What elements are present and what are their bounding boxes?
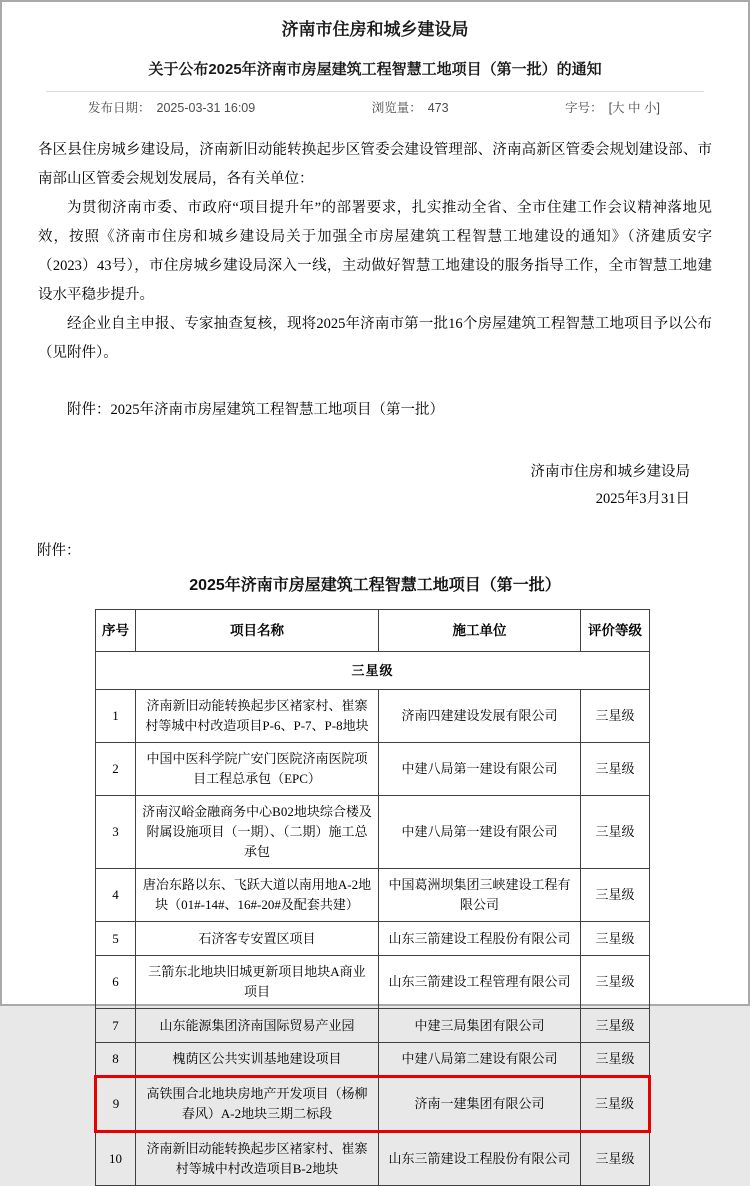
column-header-project: 项目名称 <box>136 610 379 652</box>
cell-no: 1 <box>96 690 136 743</box>
view-count-label: 浏览量： <box>371 101 422 115</box>
notice-title: 关于公布2025年济南市房屋建筑工程智慧工地项目（第一批）的通知 <box>148 61 602 78</box>
cell-grade: 三星级 <box>581 1132 650 1186</box>
cell-grade: 三星级 <box>581 922 650 956</box>
paragraph-policy: 为贯彻济南市委、市政府“项目提升年”的部署要求，扎实推动全省、全市住建工作会议精神落地见效，按照《济南市住房和城乡建设局关于加强全市房屋建筑工程智慧工地建设的通知》（济建质安字（2023）43号），市住房城乡建设局深入一线，主动做好智慧工地建设的服务指导工作，全市智慧工地建设水平稳步提升。 <box>38 200 712 303</box>
cell-no: 6 <box>96 956 136 1009</box>
cell-company: 济南四建建设发展有限公司 <box>379 690 581 743</box>
signature-date: 2025年3月31日 <box>595 491 690 507</box>
cell-grade: 三星级 <box>581 743 650 796</box>
cell-grade: 三星级 <box>581 1077 650 1132</box>
cell-no: 3 <box>96 796 136 869</box>
cell-project: 三箭东北地块旧城更新项目地块A商业项目 <box>136 956 379 1009</box>
cell-grade: 三星级 <box>581 1043 650 1077</box>
site-title: 济南市住房和城乡建设局 <box>281 20 469 39</box>
attachment-table-title: 2025年济南市房屋建筑工程智慧工地项目（第一批） <box>189 577 561 594</box>
font-size-control <box>565 98 660 116</box>
publish-date-label: 发布日期： <box>88 101 151 115</box>
cell-project: 济南新旧动能转换起步区褚家村、崔寨村等城中村改造项目P-6、P-7、P-8地块 <box>136 690 379 743</box>
publish-date <box>88 98 255 116</box>
cell-company: 山东三箭建设工程管理有限公司 <box>379 956 581 1009</box>
cell-no: 4 <box>96 869 136 922</box>
signature-block <box>2 459 690 513</box>
cell-no: 8 <box>96 1043 136 1077</box>
attachment-reference: 附件：2025年济南市房屋建筑工程智慧工地项目（第一批） <box>67 402 444 418</box>
attachment-label: 附件： <box>37 543 81 559</box>
cell-project: 济南新旧动能转换起步区褚家村、崔寨村等城中村改造项目B-2地块 <box>136 1132 379 1186</box>
cell-company: 中建八局第一建设有限公司 <box>379 796 581 869</box>
cell-no: 2 <box>96 743 136 796</box>
paragraph-recipients: 各区县住房城乡建设局，济南新旧动能转换起步区管委会建设管理部、济南高新区管委会规划建设部、市南部山区管委会规划发展局，各有关单位： <box>38 142 712 187</box>
table-row <box>96 1009 650 1043</box>
publish-date-value: 2025-03-31 16:09 <box>156 101 256 115</box>
cell-grade: 三星级 <box>581 1009 650 1043</box>
table-row <box>96 956 650 1009</box>
meta-bar <box>88 92 660 122</box>
table-row <box>96 869 650 922</box>
view-count <box>372 98 449 116</box>
cell-company: 济南一建集团有限公司 <box>379 1077 581 1132</box>
table-row <box>96 922 650 956</box>
cell-company: 中建八局第一建设有限公司 <box>379 743 581 796</box>
cell-no: 9 <box>96 1077 136 1132</box>
table-row <box>96 1043 650 1077</box>
section-row-three-star <box>96 652 650 690</box>
cell-company: 中建三局集团有限公司 <box>379 1009 581 1043</box>
cell-no: 10 <box>96 1132 136 1186</box>
table-row <box>96 796 650 869</box>
cell-project: 石济客专安置区项目 <box>136 922 379 956</box>
paragraph-announcement: 经企业自主申报、专家抽查复核，现将2025年济南市第一批16个房屋建筑工程智慧工地项目予以公布（见附件）。 <box>38 316 712 361</box>
cell-project: 中国中医科学院广安门医院济南医院项目工程总承包（EPC） <box>136 743 379 796</box>
cell-no: 7 <box>96 1009 136 1043</box>
cell-company: 山东三箭建设工程股份有限公司 <box>379 1132 581 1186</box>
cell-grade: 三星级 <box>581 690 650 743</box>
column-header-company: 施工单位 <box>379 610 581 652</box>
cell-grade: 三星级 <box>581 956 650 1009</box>
cell-project: 槐荫区公共实训基地建设项目 <box>136 1043 379 1077</box>
project-table-body <box>96 690 650 1186</box>
cell-grade: 三星级 <box>581 869 650 922</box>
table-row <box>96 690 650 743</box>
table-row <box>96 1132 650 1186</box>
column-header-no: 序号 <box>96 610 136 652</box>
cell-company: 山东三箭建设工程股份有限公司 <box>379 922 581 956</box>
column-header-grade: 评价等级 <box>581 610 650 652</box>
section-label: 三星级 <box>96 652 650 690</box>
cell-no: 5 <box>96 922 136 956</box>
project-table <box>94 609 651 1186</box>
cell-project: 唐冶东路以东、飞跃大道以南用地A-2地块（01#-14#、16#-20#及配套共建） <box>136 869 379 922</box>
view-count-value: 473 <box>427 101 449 115</box>
cell-project: 高铁围合北地块房地产开发项目（杨柳春风）A-2地块三期二标段 <box>136 1077 379 1132</box>
cell-project: 山东能源集团济南国际贸易产业园 <box>136 1009 379 1043</box>
cell-project: 济南汉峪金融商务中心B02地块综合楼及附属设施项目（一期）、（二期）施工总承包 <box>136 796 379 869</box>
cell-grade: 三星级 <box>581 796 650 869</box>
signature-organization: 济南市住房和城乡建设局 <box>530 464 690 480</box>
font-size-label: 字号： <box>565 101 603 115</box>
cell-company: 中建八局第二建设有限公司 <box>379 1043 581 1077</box>
table-row-highlighted <box>96 1077 650 1132</box>
table-header-row <box>96 610 650 652</box>
table-row <box>96 743 650 796</box>
font-size-options[interactable]: [大 中 小] <box>608 101 660 115</box>
notice-body <box>38 136 712 368</box>
cell-company: 中国葛洲坝集团三峡建设工程有限公司 <box>379 869 581 922</box>
